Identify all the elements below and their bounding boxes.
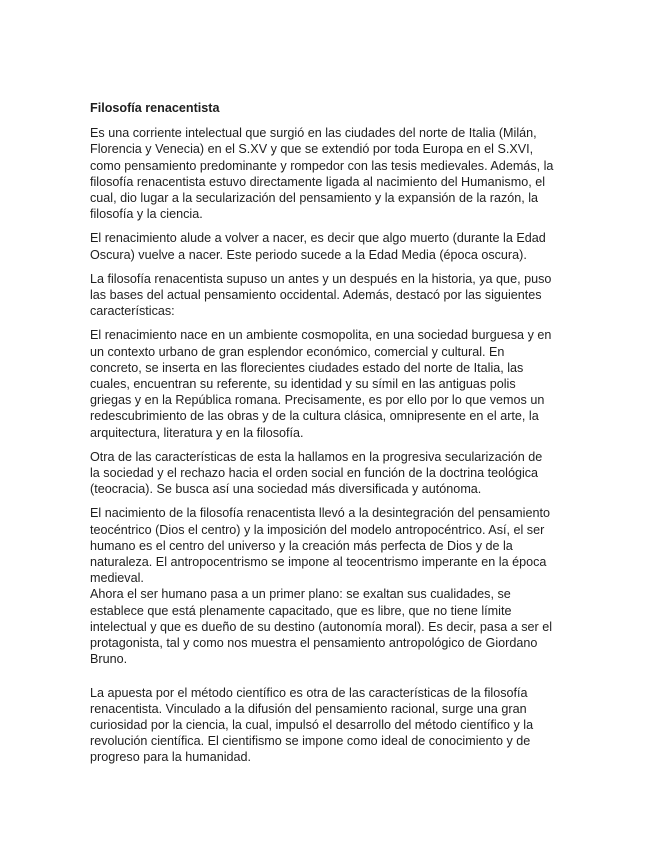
- text-line: (teocracia). Se busca así una sociedad más diversificada y autónoma.: [90, 482, 482, 497]
- text-line: La filosofía renacentista supuso un antes y un después en la historia, ya que, puso: [90, 271, 552, 286]
- text-line: características:: [90, 304, 175, 319]
- text-line: arquitectura, literatura y en la filosofía.: [90, 425, 304, 440]
- text-line: curiosidad por la ciencia, la cual, impulsó el desarrollo del método científico y la: [90, 717, 534, 732]
- text-line: intelectual y que es dueño de su destino (autonomía moral). Es decir, pasa a ser el: [90, 619, 553, 634]
- document-title: Filosofía renacentista: [90, 101, 220, 115]
- text-line: teocéntrico (Dios el centro) y la imposición del modelo antropocéntrico. Así, el ser: [90, 522, 545, 537]
- text-line: filosofía y la ciencia.: [90, 207, 203, 222]
- text-line: griegas y en la República romana. Precisamente, es por ello por lo que vemos un: [90, 393, 545, 408]
- text-line: establece que está plenamente capacitado, que es libre, que no tiene límite: [90, 603, 512, 618]
- text-line: La apuesta por el método científico es otra de las características de la filosofía: [90, 685, 528, 700]
- text-line: Oscura) vuelve a nacer. Este periodo sucede a la Edad Media (época oscura).: [90, 247, 527, 262]
- text-line: medieval.: [90, 571, 144, 586]
- paragraph-definition: [90, 125, 572, 222]
- text-line: Otra de las características de esta la hallamos en la progresiva secularización de: [90, 449, 543, 464]
- text-line: progreso para la humanidad.: [90, 750, 252, 765]
- text-line: la sociedad y el rechazo hacia el orden social en función de la doctrina teológica: [90, 466, 539, 481]
- text-line: concreto, se inserta en las florecientes ciudades estado del norte de Italia, las: [90, 360, 524, 375]
- text-line: Florencia y Venecia) en el S.XV y que se extendió por toda Europa en el S.XVI,: [90, 142, 534, 157]
- text-line: cuales, encuentran su referente, su identidad y su símil en las antiguas polis: [90, 377, 516, 392]
- paragraph-metodo-cientifico: [90, 685, 572, 766]
- text-line: El renacimiento alude a volver a nacer, es decir que algo muerto (durante la Edad: [90, 231, 546, 246]
- text-line: como pensamiento predominante y rompedor con las tesis medievales. Además, la: [90, 158, 554, 173]
- text-line: renacentista. Vinculado a la difusión del pensamiento racional, surge una gran: [90, 701, 527, 716]
- paragraph-antropocentrismo: [90, 505, 572, 586]
- paragraph-ser-humano: [90, 586, 572, 667]
- text-line: las bases del actual pensamiento occidental. Además, destacó por las siguientes: [90, 288, 542, 303]
- text-line: Ahora el ser humano pasa a un primer plano: se exaltan sus cualidades, se: [90, 587, 511, 602]
- paragraph-caracteristicas-intro: [90, 271, 572, 320]
- text-line: filosofía renacentista estuvo directamente ligada al nacimiento del Humanismo, el: [90, 174, 546, 189]
- text-line: protagonista, tal y como nos muestra el pensamiento antropológico de Giordano: [90, 636, 538, 651]
- text-line: redescubrimiento de las obras y de la cultura clásica, omnipresente en el arte, la: [90, 409, 539, 424]
- text-line: un contexto urbano de gran esplendor económico, comercial y cultural. En: [90, 344, 505, 359]
- text-line: Es una corriente intelectual que surgió en las ciudades del norte de Italia (Milán,: [90, 126, 537, 141]
- text-line: El nacimiento de la filosofía renacentista llevó a la desintegración del pensamiento: [90, 506, 550, 521]
- text-line: humano es el centro del universo y la creación más perfecta de Dios y de la: [90, 538, 513, 553]
- text-line: cual, dio lugar a la secularización del pensamiento y la expansión de la razón, la: [90, 191, 539, 206]
- paragraph-cosmopolita: [90, 327, 572, 440]
- text-line: revolución científica. El cientifismo se impone como ideal de conocimiento y de: [90, 734, 531, 749]
- text-line: Bruno.: [90, 652, 128, 667]
- text-line: El renacimiento nace en un ambiente cosmopolita, en una sociedad burguesa y en: [90, 328, 552, 343]
- paragraph-renacimiento: [90, 230, 572, 262]
- text-line: naturaleza. El antropocentrismo se impone al teocentrismo imperante en la época: [90, 555, 547, 570]
- paragraph-secularizacion: [90, 449, 572, 498]
- document-page: [90, 100, 572, 774]
